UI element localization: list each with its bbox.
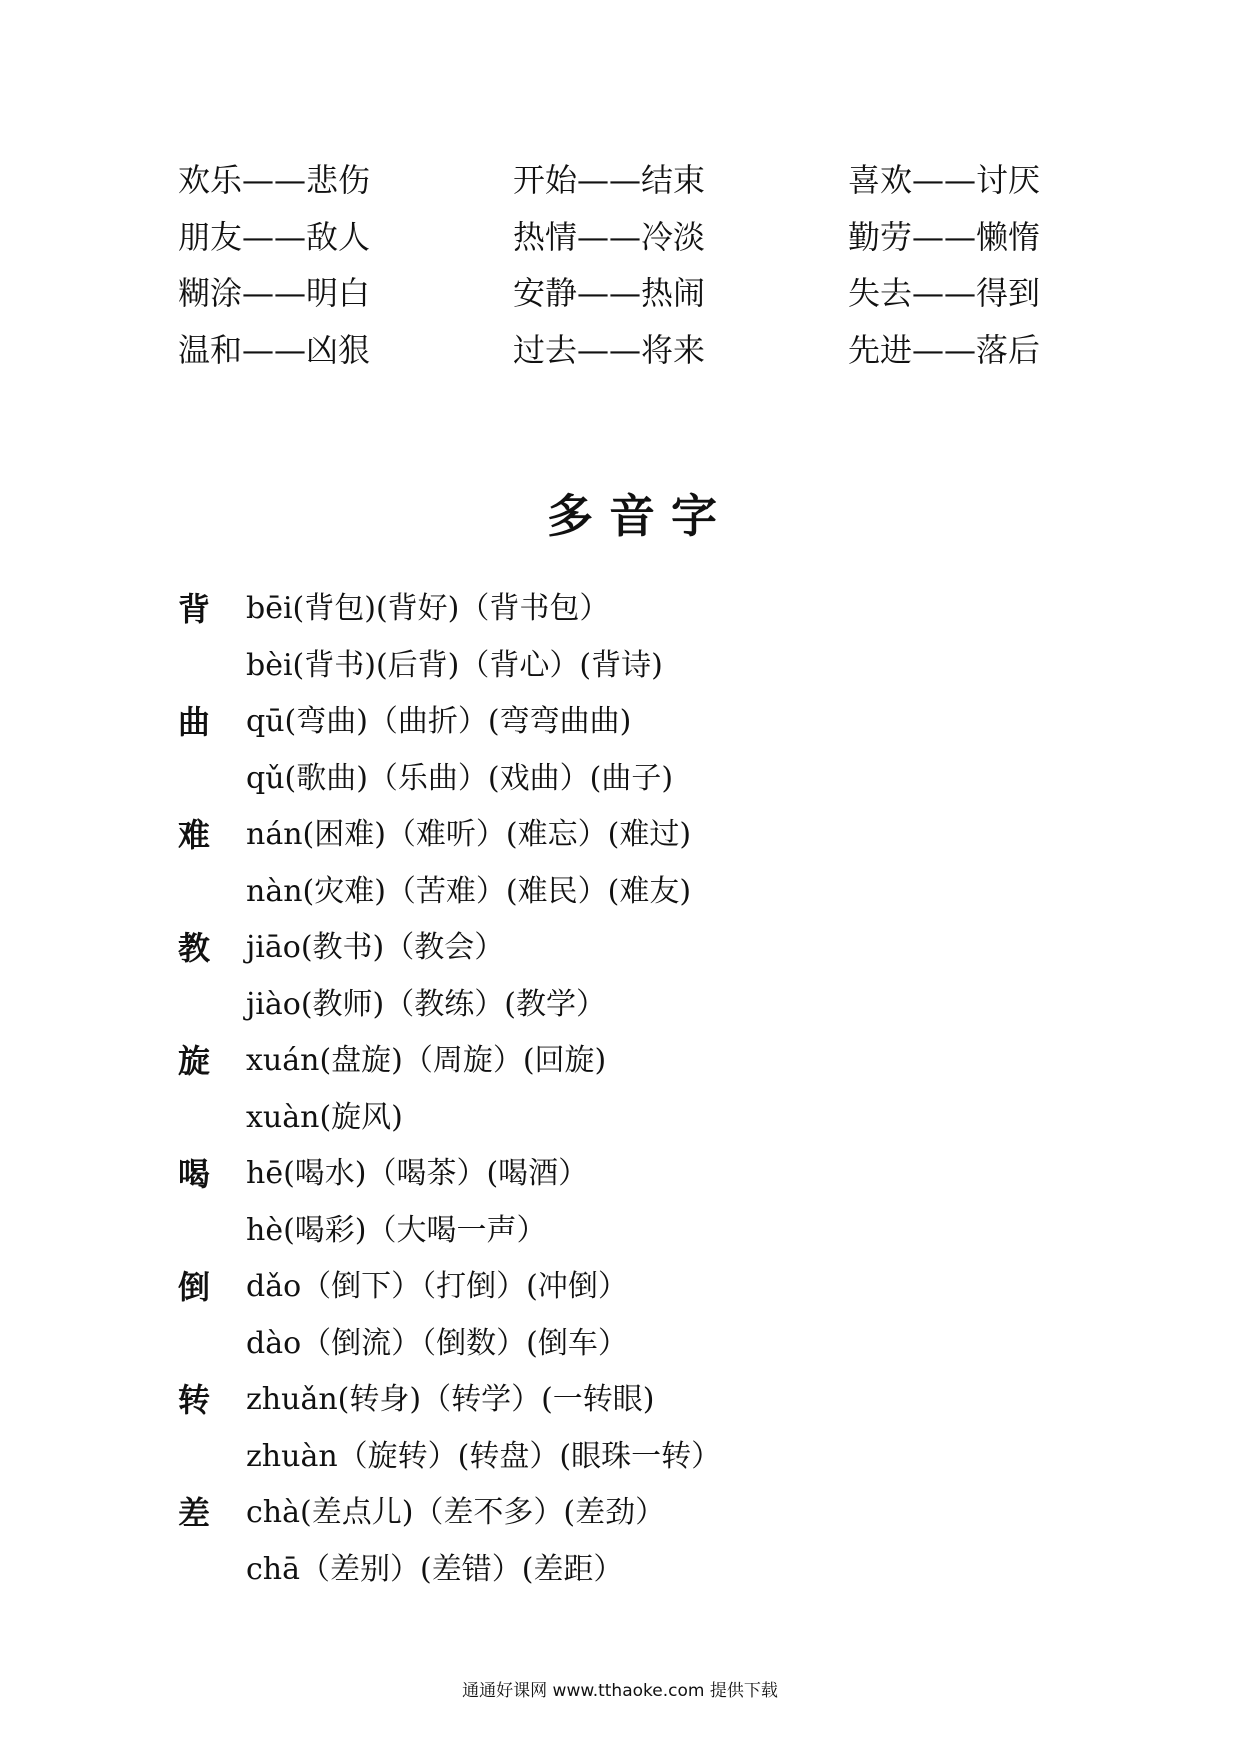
polyphone-line [178, 983, 1078, 1040]
antonym-pair: 勤劳——懒惰 [848, 217, 1041, 256]
polyphone-reading: chā（差别）(差错）(差距） [246, 1551, 624, 1587]
polyphone-reading: nán(困难)（难听）(难忘）(难过) [246, 817, 692, 852]
polyphone-character: 曲 [178, 703, 211, 741]
antonym-pair: 朋友——敌人 [178, 217, 371, 256]
polyphone-reading: qǔ(歌曲)（乐曲）(戏曲）(曲子) [246, 760, 674, 796]
polyphone-reading: bēi(背包)(背好)（背书包） [246, 591, 610, 626]
polyphone-line [178, 1209, 1078, 1266]
polyphone-reading: zhuàn（旋转）(转盘）(眼珠一转） [246, 1438, 722, 1474]
polyphone-line [178, 757, 1078, 814]
polyphone-line [178, 587, 1078, 644]
polyphone-reading: xuàn(旋风) [246, 1099, 403, 1135]
antonym-pair: 欢乐——悲伤 [178, 161, 371, 199]
section-title: 多音字 [547, 489, 733, 543]
polyphone-character: 难 [178, 816, 211, 854]
polyphone-reading: bèi(背书)(后背)（背心）(背诗) [246, 647, 663, 683]
antonym-pair: 喜欢——讨厌 [848, 161, 1041, 199]
antonym-pair: 过去——将来 [513, 330, 706, 369]
polyphone-line [178, 1548, 1078, 1605]
polyphone-reading: hè(喝彩)（大喝一声） [246, 1212, 547, 1248]
polyphone-line [178, 644, 1078, 701]
antonym-pair: 先进——落后 [848, 330, 1041, 369]
polyphone-line [178, 1152, 1078, 1209]
polyphone-character: 喝 [178, 1155, 211, 1193]
polyphone-reading: chà(差点儿)（差不多）(差劲） [246, 1495, 666, 1530]
antonym-row [178, 158, 1078, 215]
antonym-row [178, 271, 1078, 328]
polyphone-line [178, 813, 1078, 870]
polyphone-line [178, 1491, 1078, 1548]
polyphone-character: 教 [178, 929, 211, 967]
polyphone-list [178, 587, 1078, 1604]
polyphone-character: 背 [178, 590, 211, 628]
polyphone-reading: xuán(盘旋)（周旋）(回旋) [246, 1043, 607, 1078]
antonym-pair: 开始——结束 [513, 161, 706, 199]
polyphone-line [178, 1435, 1078, 1492]
polyphone-line [178, 1096, 1078, 1153]
polyphone-reading: zhuǎn(转身)（转学）(一转眼) [246, 1382, 655, 1417]
antonym-pair: 糊涂——明白 [178, 274, 371, 312]
polyphone-line [178, 926, 1078, 983]
footer-credit: 通通好课网 www.tthaoke.com 提供下载 [462, 1681, 778, 1701]
antonym-table [178, 158, 1078, 384]
polyphone-reading: qū(弯曲)（曲折）(弯弯曲曲) [246, 704, 632, 739]
polyphone-character: 倒 [178, 1268, 211, 1306]
polyphone-reading: dào（倒流）（倒数）(倒车） [246, 1325, 628, 1361]
antonym-pair: 安静——热闹 [513, 274, 706, 312]
polyphone-reading: jiào(教师)（教练）(教学） [246, 986, 606, 1022]
polyphone-line [178, 700, 1078, 757]
polyphone-line [178, 870, 1078, 927]
polyphone-line [178, 1265, 1078, 1322]
polyphone-reading: nàn(灾难)（苦难）(难民）(难友) [246, 873, 692, 909]
polyphone-line [178, 1378, 1078, 1435]
polyphone-reading: hē(喝水)（喝茶）(喝酒） [246, 1156, 589, 1191]
antonym-pair: 热情——冷淡 [513, 217, 706, 256]
antonym-pair: 温和——凶狠 [178, 330, 371, 369]
polyphone-reading: dǎo（倒下）（打倒）(冲倒） [246, 1269, 628, 1304]
antonym-row [178, 328, 1078, 385]
polyphone-reading: jiāo(教书)（教会） [246, 930, 505, 965]
polyphone-line [178, 1039, 1078, 1096]
polyphone-line [178, 1322, 1078, 1379]
antonym-pair: 失去——得到 [848, 274, 1041, 312]
antonym-row [178, 215, 1078, 272]
polyphone-character: 转 [178, 1381, 211, 1419]
polyphone-character: 差 [178, 1494, 211, 1532]
polyphone-character: 旋 [178, 1042, 211, 1080]
